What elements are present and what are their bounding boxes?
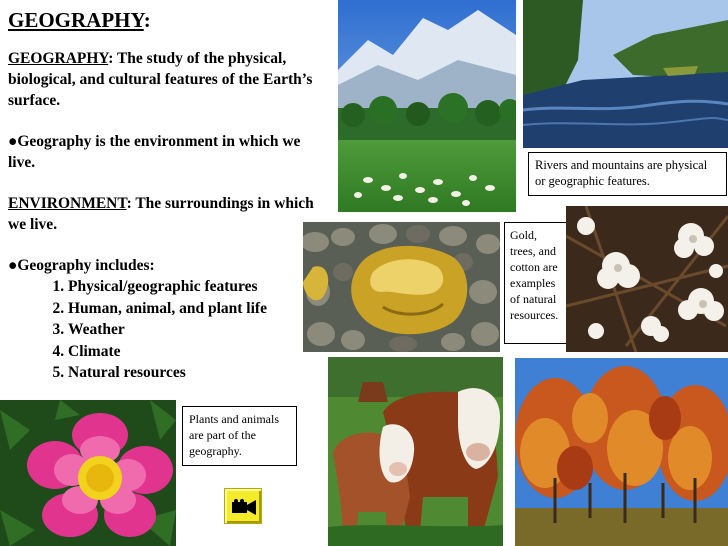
river-photo <box>523 0 728 148</box>
autumn-trees-photo <box>515 358 728 546</box>
geography-definition-text: : The study of the physical, biological, and cultural features of the Earth’s surface. <box>8 50 313 109</box>
movie-camera-icon <box>232 499 256 515</box>
rivers-caption: Rivers and mountains are physical or geographic features. <box>528 152 727 196</box>
list-item: 3. Weather <box>68 319 328 341</box>
environment-definition-text: : The surroundings in which we live. <box>8 195 314 233</box>
title-colon: : <box>143 8 151 32</box>
includes-bullet: ●Geography includes: <box>8 257 155 274</box>
geography-term: GEOGRAPHY <box>8 50 109 67</box>
cotton-photo <box>566 206 728 352</box>
environment-term: ENVIRONMENT <box>8 195 127 212</box>
plants-caption: Plants and animals are part of the geography. <box>182 406 297 466</box>
title-word: GEOGRAPHY <box>8 8 144 32</box>
environment-definition <box>8 193 328 235</box>
list-item: 4. Climate <box>68 341 328 363</box>
geography-definition <box>8 48 328 111</box>
gold-nugget-photo <box>303 222 500 352</box>
environment-bullet: ●Geography is the environment in which we live. <box>8 133 301 171</box>
slide-title <box>8 8 151 33</box>
pink-flower-photo <box>0 400 176 546</box>
list-item: 1. Physical/geographic features <box>68 276 328 298</box>
slide-body <box>8 48 328 384</box>
cows-photo <box>328 357 503 546</box>
mountain-sheep-photo <box>338 0 516 212</box>
list-item: 5. Natural resources <box>68 362 328 384</box>
movie-button[interactable] <box>224 488 262 524</box>
list-item: 2. Human, animal, and plant life <box>68 298 328 320</box>
includes-list <box>8 276 328 384</box>
resources-caption: Gold, trees, and cotton are examples of natural resources. <box>504 222 571 344</box>
